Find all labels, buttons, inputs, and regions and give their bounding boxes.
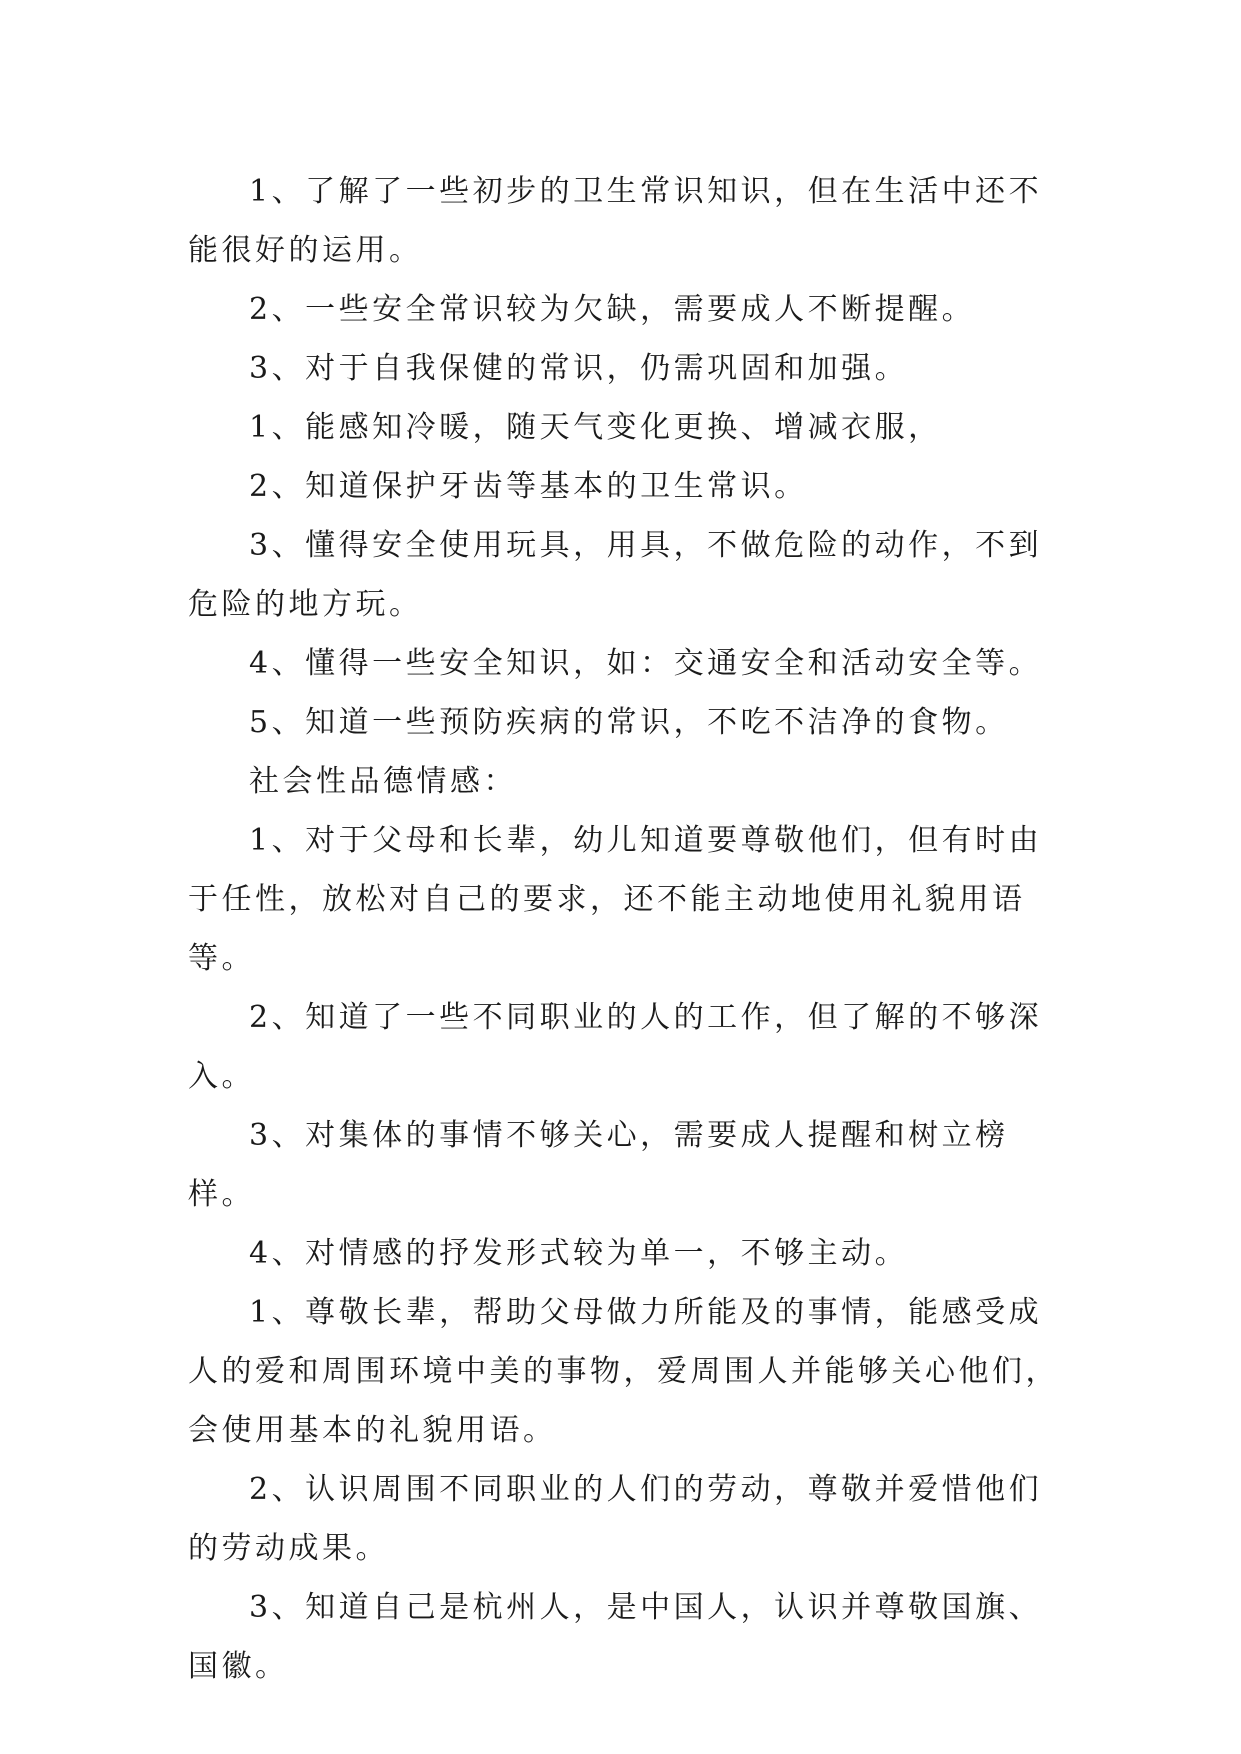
paragraph: 3、对于自我保健的常识，仍需巩固和加强。 bbox=[249, 351, 909, 386]
paragraph: 3、知道自己是杭州人，是中国人，认识并尊敬国旗、国徽。 bbox=[188, 1590, 1043, 1684]
paragraph: 3、对集体的事情不够关心，需要成人提醒和树立榜样。 bbox=[188, 1118, 1009, 1212]
paragraph: 2、一些安全常识较为欠缺，需要成人不断提醒。 bbox=[249, 292, 976, 327]
paragraph: 1、对于父母和长辈，幼儿知道要尊敬他们，但有时由于任性，放松对自己的要求，还不能主动地使用礼貌用语等。 bbox=[188, 823, 1043, 976]
paragraph: 4、懂得一些安全知识，如：交通安全和活动安全等。 bbox=[249, 646, 1043, 681]
paragraph: 2、知道了一些不同职业的人的工作，但了解的不够深入。 bbox=[188, 1000, 1043, 1094]
paragraph: 2、知道保护牙齿等基本的卫生常识。 bbox=[249, 469, 808, 504]
paragraph: 5、知道一些预防疾病的常识，不吃不洁净的食物。 bbox=[249, 705, 1009, 740]
paragraph: 1、能感知冷暖，随天气变化更换、增减衣服， bbox=[249, 410, 942, 445]
paragraph: 4、对情感的抒发形式较为单一，不够主动。 bbox=[249, 1236, 909, 1271]
paragraph: 2、认识周围不同职业的人们的劳动，尊敬并爱惜他们的劳动成果。 bbox=[188, 1472, 1043, 1566]
paragraph: 1、尊敬长辈，帮助父母做力所能及的事情，能感受成人的爱和周围环境中美的事物，爱周围人并能够关心他们，会使用基本的礼貌用语。 bbox=[188, 1295, 1059, 1448]
paragraph: 1、了解了一些初步的卫生常识知识，但在生活中还不能很好的运用。 bbox=[188, 174, 1043, 268]
section-heading: 社会性品德情感： bbox=[249, 764, 517, 799]
paragraph: 3、懂得安全使用玩具，用具，不做危险的动作，不到危险的地方玩。 bbox=[188, 528, 1043, 622]
document-body bbox=[188, 162, 1068, 1696]
